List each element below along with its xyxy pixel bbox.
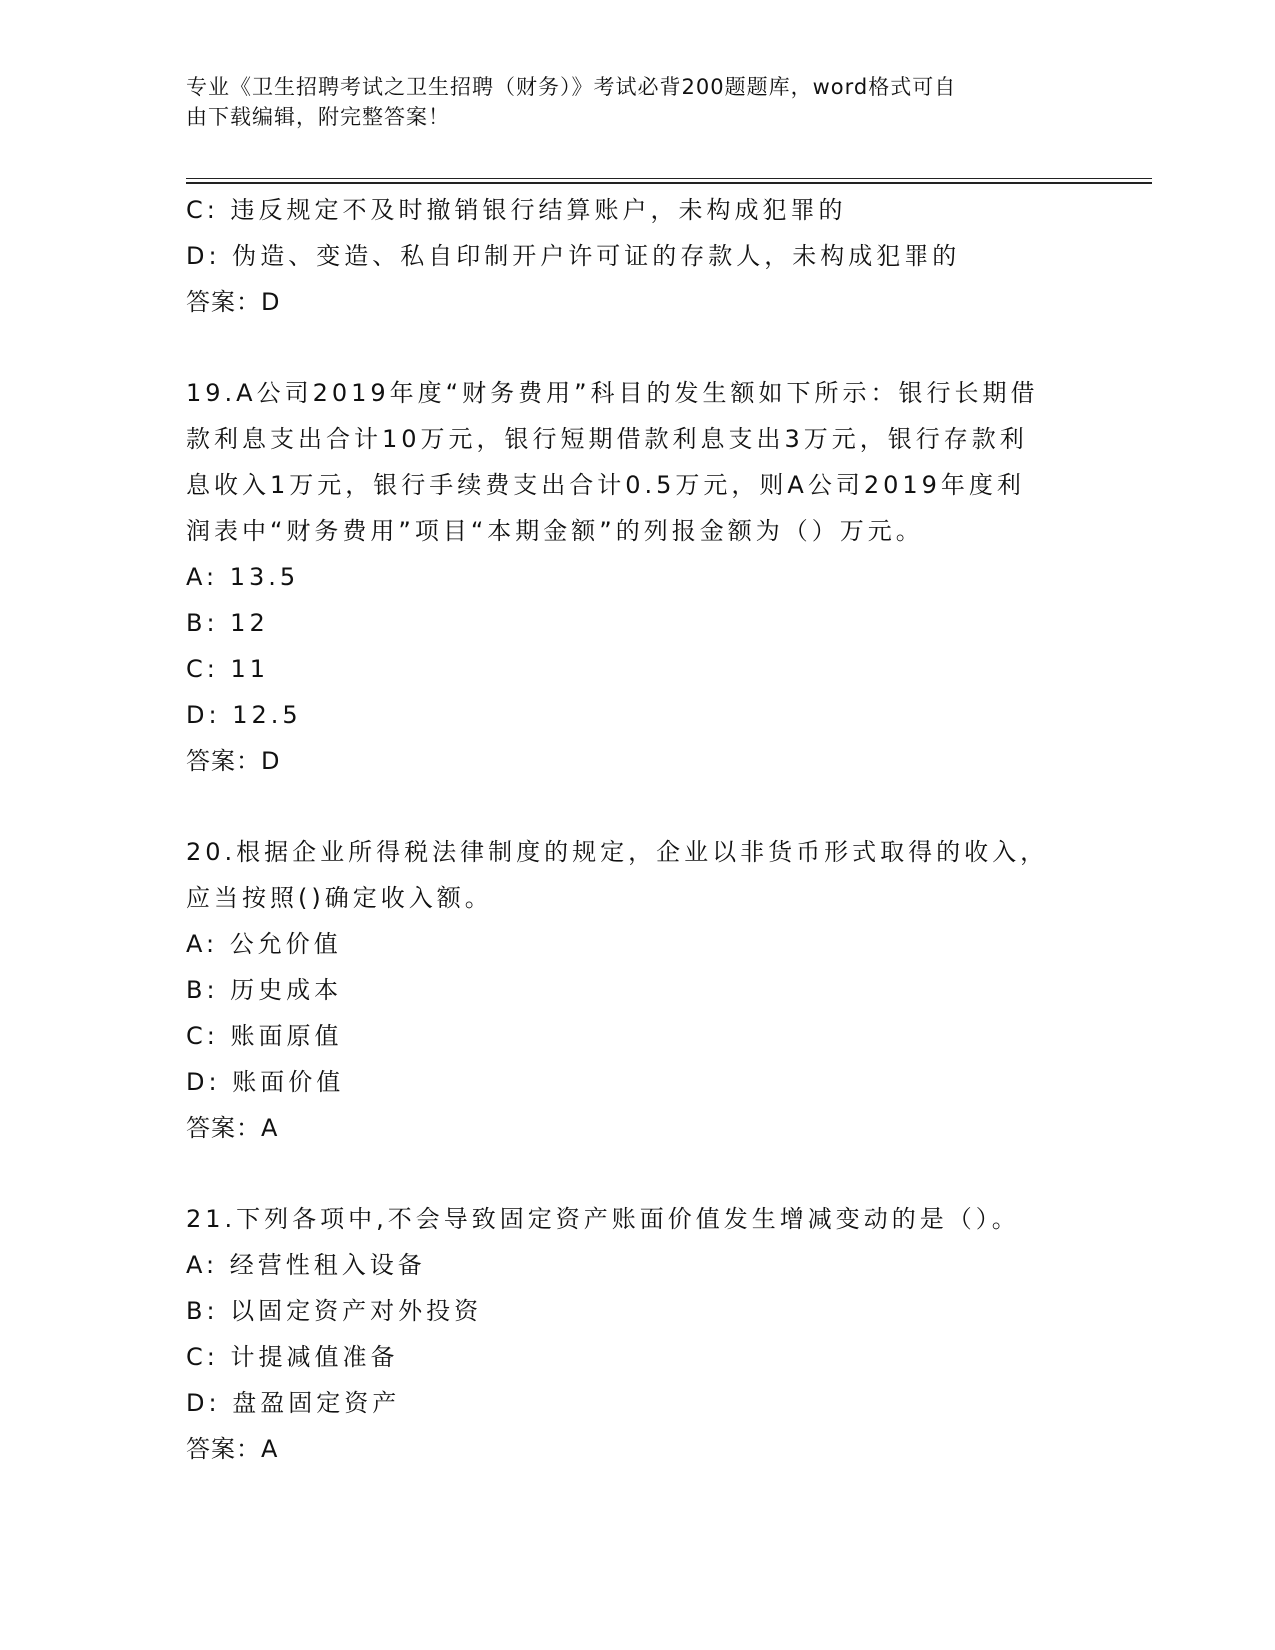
header-line-2: 由下载编辑，附完整答案！ bbox=[186, 105, 450, 129]
option-c: C: 账面原值 bbox=[186, 1022, 343, 1050]
option-a: A: 13.5 bbox=[186, 563, 300, 591]
answer-line: 答案：D bbox=[186, 747, 281, 775]
question-19 bbox=[186, 370, 1086, 784]
option-b: B: 以固定资产对外投资 bbox=[186, 1297, 483, 1325]
question-20 bbox=[186, 829, 1086, 1151]
option-d: D: 12.5 bbox=[186, 701, 302, 729]
spacer bbox=[186, 1151, 1086, 1196]
question-text-line: 19.A公司2019年度“财务费用”科目的发生额如下所示：银行长期借 bbox=[186, 379, 1039, 407]
question-list bbox=[186, 187, 1086, 1472]
option-c: C: 11 bbox=[186, 655, 270, 683]
question-21 bbox=[186, 1196, 1086, 1472]
spacer bbox=[186, 325, 1086, 370]
option-d: D: 伪造、变造、私自印制开户许可证的存款人，未构成犯罪的 bbox=[186, 242, 961, 270]
header-divider-thick bbox=[186, 182, 1152, 184]
answer-line: 答案：A bbox=[186, 1435, 279, 1463]
question-text-line: 20.根据企业所得税法律制度的规定，企业以非货币形式取得的收入， bbox=[186, 838, 1049, 866]
option-d: D: 盘盈固定资产 bbox=[186, 1389, 401, 1417]
option-a: A: 公允价值 bbox=[186, 930, 342, 958]
question-text-line: 应当按照()确定收入额。 bbox=[186, 884, 493, 912]
option-b: B: 历史成本 bbox=[186, 976, 343, 1004]
header-line-1: 专业《卫生招聘考试之卫生招聘（财务）》考试必背200题题库，word格式可自 bbox=[186, 75, 957, 99]
question-text-line: 息收入1万元，银行手续费支出合计0.5万元，则A公司2019年度利 bbox=[186, 471, 1025, 499]
option-d: D: 账面价值 bbox=[186, 1068, 345, 1096]
option-b: B: 12 bbox=[186, 609, 269, 637]
question-text-line: 款利息支出合计10万元，银行短期借款利息支出3万元，银行存款利 bbox=[186, 425, 1028, 453]
option-c: C: 计提减值准备 bbox=[186, 1343, 399, 1371]
question-text-line: 润表中“财务费用”项目“本期金额”的列报金额为（）万元。 bbox=[186, 517, 924, 545]
answer-line: 答案：D bbox=[186, 288, 281, 316]
header-divider-thin bbox=[186, 178, 1152, 179]
option-a: A: 经营性租入设备 bbox=[186, 1251, 426, 1279]
question-text-line: 21.下列各项中,不会导致固定资产账面价值发生增减变动的是（）。 bbox=[186, 1205, 1020, 1233]
document-header bbox=[186, 72, 1086, 132]
spacer bbox=[186, 784, 1086, 829]
answer-line: 答案：A bbox=[186, 1114, 279, 1142]
option-c: C: 违反规定不及时撤销银行结算账户，未构成犯罪的 bbox=[186, 196, 847, 224]
carryover-question bbox=[186, 187, 1086, 325]
